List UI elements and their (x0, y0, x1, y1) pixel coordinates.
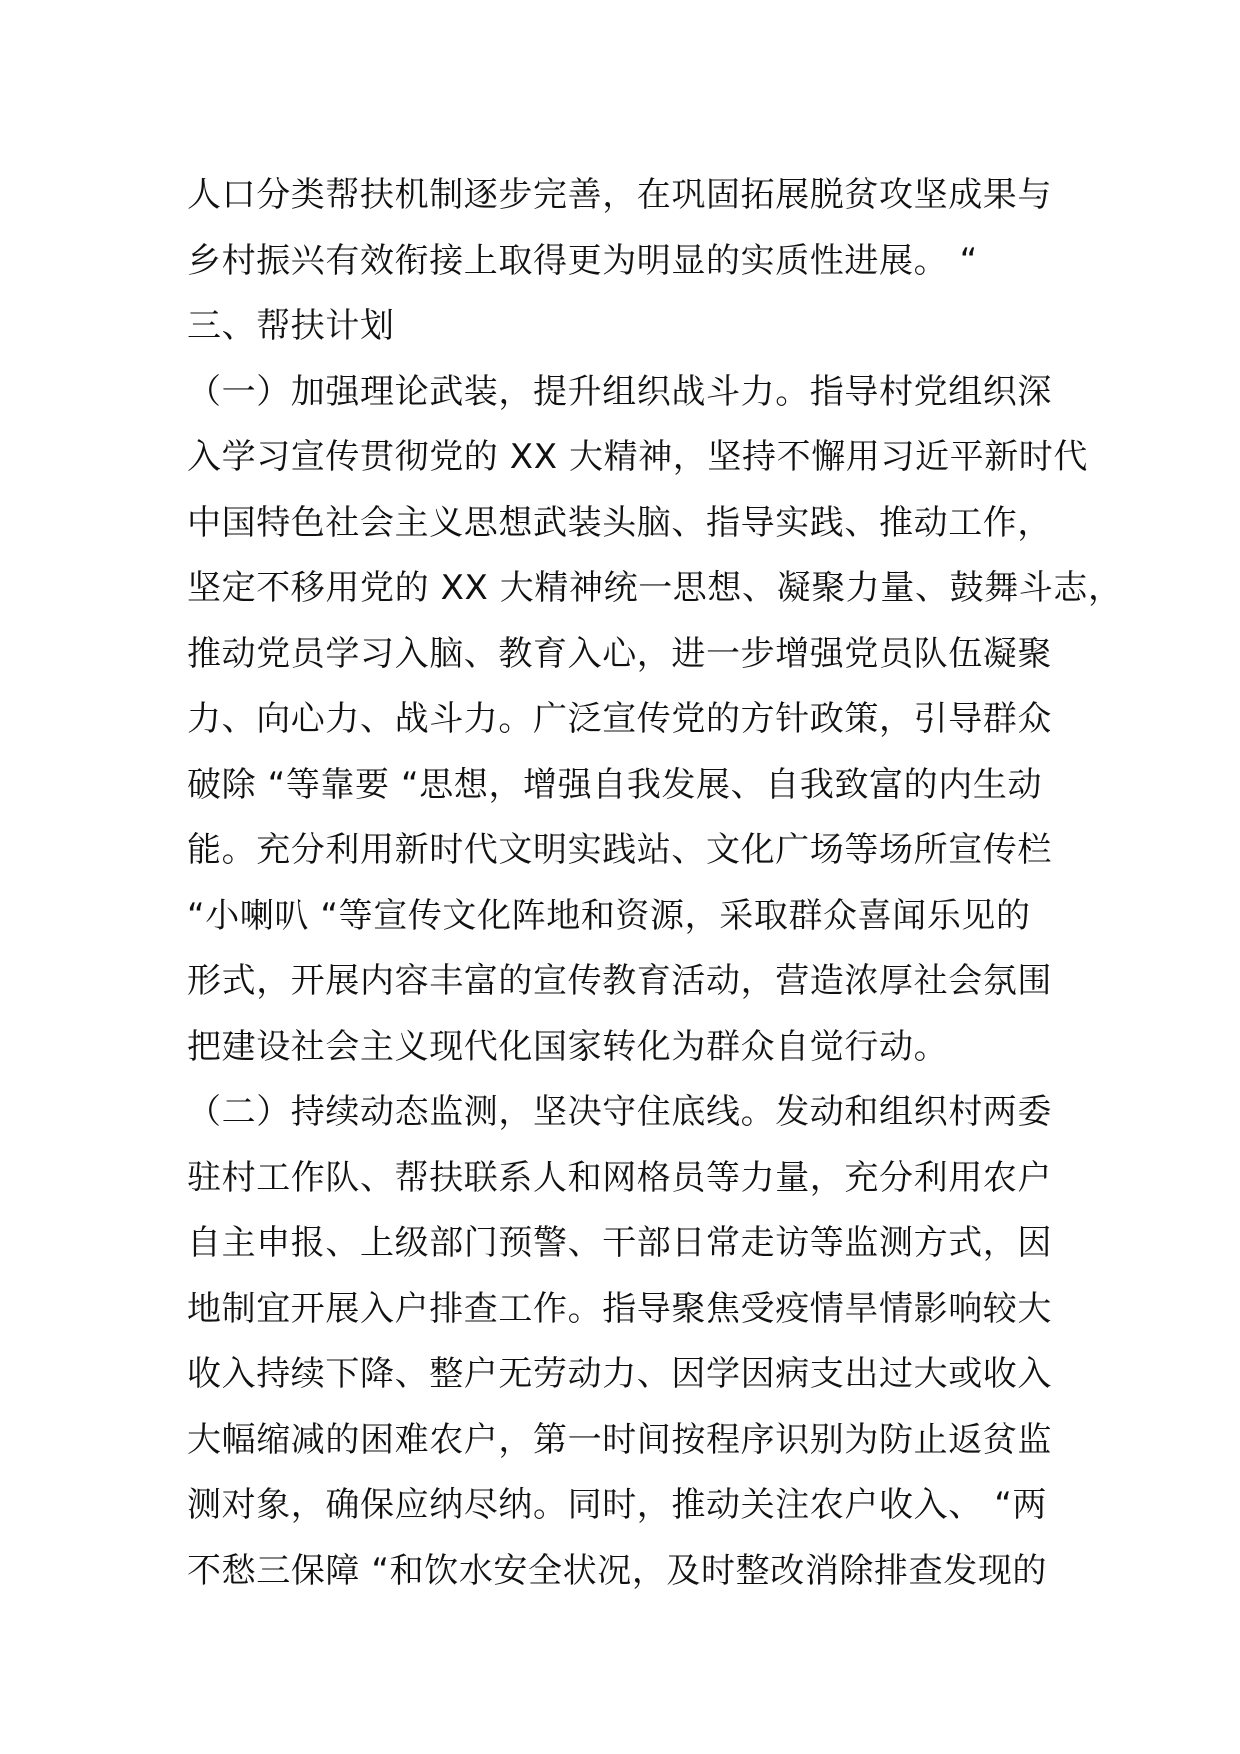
text-line: “小喇叭 “等宣传文化阵地和资源，采取群众喜闻乐见的 (187, 895, 1031, 936)
text-line: 坚定不移用党的 XX 大精神统一思想、凝聚力量、鼓舞斗志， (187, 568, 1123, 608)
section-heading: 三、帮扶计划 (187, 306, 395, 346)
text-line: 力、向心力、战斗力。广泛宣传党的方针政策，引导群众 (187, 699, 1052, 739)
text-line: 测对象，确保应纳尽纳。同时，推动关注农户收入、 “两 (187, 1485, 1048, 1525)
text-line: 不愁三保障 “和饮水安全状况，及时整改消除排查发现的 (187, 1550, 1048, 1591)
text-line: 推动党员学习入脑、教育入心，进一步增强党员队伍凝聚 (187, 633, 1052, 674)
text-line: 入学习宣传贯彻党的 XX 大精神，坚持不懈用习近平新时代 (187, 437, 1088, 477)
text-line: （二）持续动态监测，坚决守住底线。发动和组织村两委 (187, 1092, 1052, 1132)
text-line: 破除 “等靠要 “思想，增强自我发展、自我致富的内生动 (187, 764, 1043, 805)
text-line: 能。充分利用新时代文明实践站、文化广场等场所宣传栏 (187, 830, 1052, 870)
document-body (187, 163, 1123, 1604)
text-line: 驻村工作队、帮扶联系人和网格员等力量，充分利用农户 (187, 1157, 1052, 1198)
text-line: 乡村振兴有效衔接上取得更为明显的实质性进展。 “ (187, 240, 978, 281)
text-line: 自主申报、上级部门预警、干部日常走访等监测方式，因 (187, 1223, 1052, 1263)
text-line: （一）加强理论武装，提升组织战斗力。指导村党组织深 (187, 371, 1052, 412)
text-line: 中国特色社会主义思想武装头脑、指导实践、推动工作， (187, 502, 1052, 543)
text-line: 把建设社会主义现代化国家转化为群众自觉行动。 (187, 1026, 949, 1067)
text-line: 形式，开展内容丰富的宣传教育活动，营造浓厚社会氛围 (187, 961, 1052, 1001)
text-line: 地制宜开展入户排查工作。指导聚焦受疫情旱情影响较大 (187, 1288, 1052, 1329)
text-line: 收入持续下降、整户无劳动力、因学因病支出过大或收入 (187, 1354, 1052, 1394)
text-line: 人口分类帮扶机制逐步完善，在巩固拓展脱贫攻坚成果与 (187, 175, 1052, 215)
text-line: 大幅缩减的困难农户，第一时间按程序识别为防止返贫监 (187, 1419, 1052, 1460)
